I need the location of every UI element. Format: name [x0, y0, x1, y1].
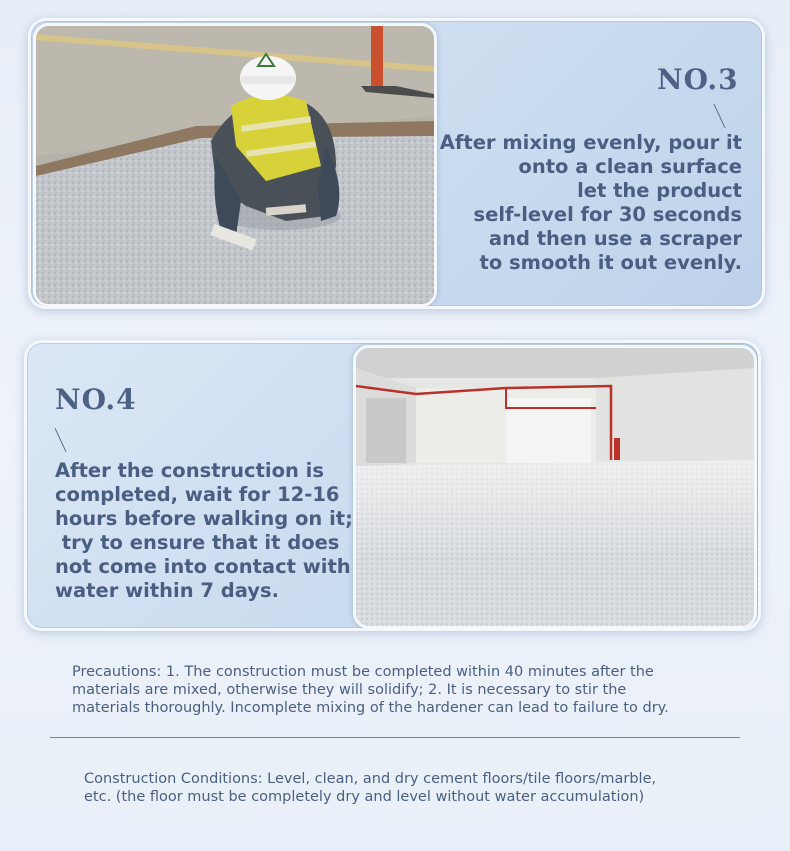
- step-3-line: After mixing evenly, pour it: [439, 131, 742, 154]
- worker-pouring-floor-image: [36, 26, 434, 304]
- step-4-line: hours before walking on it;: [55, 507, 353, 530]
- precautions-text: [72, 663, 669, 717]
- step-3-line: onto a clean surface: [518, 155, 742, 178]
- step-3-description: [412, 131, 742, 275]
- step-4-line: try to ensure that it does: [55, 531, 340, 554]
- step-4-line: After the construction is: [55, 459, 324, 482]
- step-4-divider-stroke: [55, 428, 67, 452]
- precautions-line: materials thoroughly. Incomplete mixing of the hardener can lead to failure to dry.: [72, 700, 669, 716]
- step-4-description: [55, 459, 355, 603]
- step-4-photo: [353, 345, 757, 629]
- step-4-line: completed, wait for 12-16: [55, 483, 340, 506]
- precautions-line: materials are mixed, otherwise they will solidify; 2. It is necessary to stir the: [72, 682, 627, 698]
- step-4-number: NO.4: [55, 383, 137, 416]
- step-3-line: and then use a scraper: [488, 227, 742, 250]
- construction-conditions-text: [84, 770, 656, 806]
- conditions-line: etc. (the floor must be completely dry and level without water accumulation): [84, 789, 645, 805]
- conditions-line: Construction Conditions: Level, clean, and dry cement floors/tile floors/marble,: [84, 771, 657, 787]
- finished-warehouse-floor-image: [356, 348, 754, 626]
- step-3-line: to smooth it out evenly.: [479, 251, 742, 274]
- step-4-line: water within 7 days.: [55, 579, 279, 602]
- step-3-number: NO.3: [657, 63, 739, 96]
- section-divider: [50, 737, 740, 738]
- precautions-line: Precautions: 1. The construction must be completed within 40 minutes after the: [72, 664, 654, 680]
- step-3-card: [28, 18, 765, 309]
- step-3-photo: [33, 23, 437, 307]
- step-3-divider-stroke: [714, 104, 726, 128]
- step-3-line: self-level for 30 seconds: [473, 203, 742, 226]
- step-4-line: not come into contact with: [55, 555, 351, 578]
- step-4-card: [24, 340, 761, 631]
- step-3-line: let the product: [577, 179, 742, 202]
